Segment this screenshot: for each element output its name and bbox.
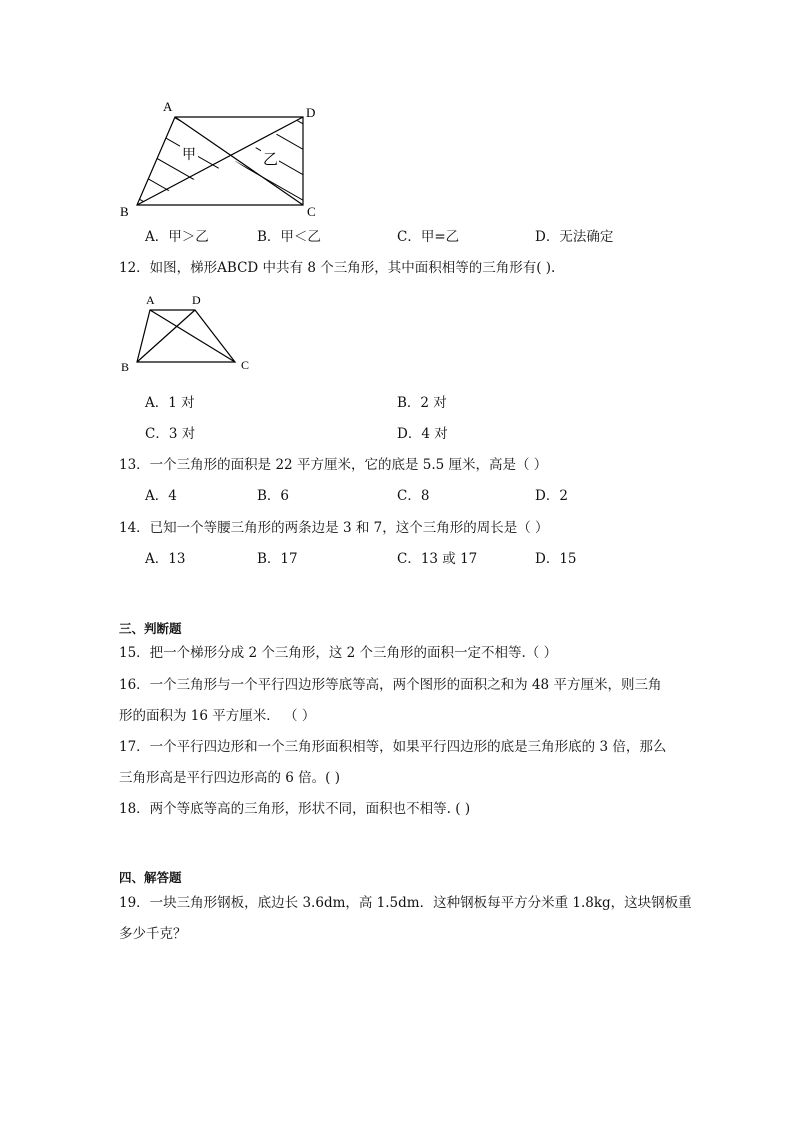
vertex-b: B	[120, 204, 129, 219]
q11-option-d[interactable]: D．无法确定	[535, 229, 614, 245]
q11-option-b[interactable]: B．甲＜乙	[257, 229, 321, 245]
q14-option-a[interactable]: A．13	[145, 551, 186, 567]
q16-text-line1: 16．一个三角形与一个平行四边形等底等高，两个图形的面积之和为 48 平方厘米，则三角	[119, 677, 662, 693]
hatch-line	[175, 127, 315, 207]
q13-option-c[interactable]: C．8	[397, 488, 430, 504]
q18-text: 18．两个等底等高的三角形，形状不同，面积也不相等. ( )	[119, 801, 471, 817]
vertex-b: B	[121, 360, 130, 374]
vertex-a: A	[146, 293, 155, 307]
q13-option-d[interactable]: D．2	[535, 488, 568, 504]
vertex-d: D	[192, 293, 201, 307]
vertex-d: D	[306, 105, 316, 120]
vertex-c: C	[307, 204, 316, 219]
q11-option-c[interactable]: C．甲=乙	[397, 229, 460, 245]
hatch-line	[235, 95, 330, 165]
q13-option-a[interactable]: A．4	[145, 488, 177, 504]
q11-figure	[115, 95, 330, 225]
q19-text-line2: 多少千克？	[119, 926, 187, 942]
q15-text: 15．把一个梯形分成 2 个三角形，这 2 个三角形的面积一定不相等.（ ）	[119, 645, 558, 661]
q13-text: 13．一个三角形的面积是 22 平方厘米，它的底是 5.5 厘米，高是（ ）	[119, 457, 548, 473]
label-jia: 甲	[182, 148, 196, 163]
label-yi: 乙	[263, 152, 279, 168]
vertex-c: C	[241, 358, 250, 372]
q12-figure	[115, 287, 265, 377]
q14-text: 14．已知一个等腰三角形的两条边是 3 和 7，这个三角形的周长是（ ）	[119, 520, 549, 536]
q17-text-line1: 17．一个平行四边形和一个三角形面积相等，如果平行四边形的底是三角形底的 3 倍，那么	[119, 739, 667, 755]
q14-option-b[interactable]: B．17	[257, 551, 298, 567]
q19-text-line1: 19．一块三角形钢板，底边长 3.6dm，高 1.5dm．这种钢板每平方分米重 1.8kg，这块钢板重	[119, 895, 692, 911]
section4-title: 四、解答题	[119, 870, 182, 885]
q11-option-a[interactable]: A．甲＞乙	[145, 229, 209, 245]
hatch-line	[135, 95, 275, 175]
q12-option-b[interactable]: B．2 对	[397, 395, 447, 411]
vertex-a: A	[163, 99, 173, 114]
diagonal-bd	[137, 310, 195, 362]
q17-text-line2: 三角形高是平行四边形高的 6 倍。( )	[119, 770, 340, 786]
q14-option-c[interactable]: C．13 或 17	[397, 551, 478, 567]
diagonal-ac	[150, 310, 235, 362]
q12-option-d[interactable]: D．4 对	[397, 426, 448, 442]
hatch-line	[135, 155, 275, 225]
q12-option-a[interactable]: A．1 对	[145, 395, 195, 411]
section3-title: 三、判断题	[119, 621, 182, 636]
q12-option-c[interactable]: C．3 对	[145, 426, 196, 442]
q12-text: 12．如图，梯形ABCD 中共有 8 个三角形，其中面积相等的三角形有( ).	[119, 260, 556, 276]
q16-text-line2: 形的面积为 16 平方厘米． （ ）	[119, 708, 316, 724]
q13-option-b[interactable]: B．6	[257, 488, 290, 504]
q14-option-d[interactable]: D．15	[535, 551, 577, 567]
